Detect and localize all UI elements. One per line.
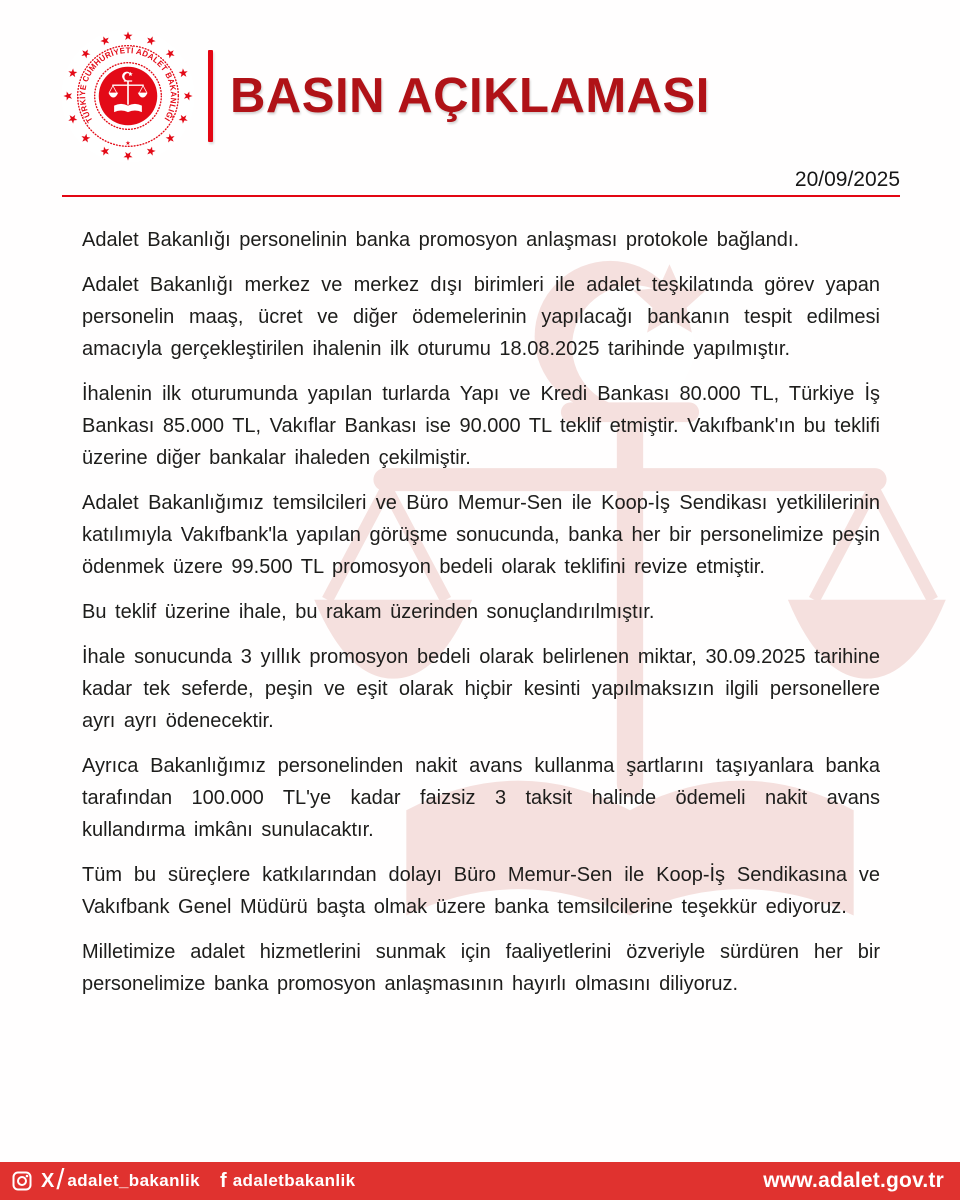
website-suffix: .gov.tr — [879, 1169, 944, 1192]
press-release-paragraph: Ayrıca Bakanlığımız personelinden nakit avans kullanma şartlarını taşıyanlara banka tarafından 100.000 TL'ye kadar faizsiz 3 taksit halinde ödemeli nakit avans kullandırma imkânı sunulacaktır. — [82, 755, 880, 841]
website-prefix: www. — [763, 1169, 819, 1192]
website-domain: adalet — [818, 1169, 880, 1192]
press-release-paragraph: İhale sonucunda 3 yıllık promosyon bedeli olarak belirlenen miktar, 30.09.2025 tarihine kadar tek seferde, peşin ve eşit olarak hiçbir kesinti yapılmaksızın ilgili personellere ayrı ayrı ödenecektir. — [82, 646, 880, 732]
instagram-icon — [12, 1171, 32, 1191]
x-handle-label: adalet_bakanlik — [67, 1171, 201, 1190]
header — [0, 0, 960, 164]
press-release-paragraph: İhalenin ilk oturumunda yapılan turlarda Yapı ve Kredi Bankası 80.000 TL, Türkiye İş Bankası 85.000 TL, Vakıflar Bankası ise 90.000 TL teklif etmiştir. Vakıfbank'ın bu teklifi üzerine diğer bankalar ihaleden çekilmiştir. — [82, 383, 881, 469]
press-release-paragraph: Adalet Bakanlığımız temsilcileri ve Büro Memur-Sen ile Koop-İş Sendikası yetkililerinin katılımıyla Vakıfbank'la yapılan görüşme sonucunda, banka her bir personelimize peşin ödenmek üzere 99.500 TL promosyon bedeli olarak teklifini revize etmiştir. — [82, 492, 880, 578]
x-twitter-icon: X — [41, 1169, 55, 1192]
page-title: BASIN AÇIKLAMASI — [230, 69, 710, 123]
facebook-handle-label: adaletbakanlik — [232, 1171, 356, 1190]
star-separator-icon: ★ — [125, 139, 131, 147]
press-release-paragraph: Adalet Bakanlığı merkez ve merkez dışı birimleri ile adalet teşkilatında görev yapan personelin maaş, ücret ve diğer ödemelerinin yapılacağı bankanın tespit edilmesi amacıyla gerçekleştirilen ihalenin ilk oturumu 18.08.2025 tarihinde yapılmıştır. — [82, 274, 880, 360]
date-label: 20/09/2025 — [794, 168, 900, 191]
press-release-paragraph: Milletimize adalet hizmetlerini sunmak için faaliyetlerini özveriyle sürdüren her bir personelimize banka promosyon anlaşmasının hayırlı olmasını diliyoruz. — [82, 941, 880, 995]
facebook-icon: f — [220, 1169, 227, 1192]
ministry-seal-icon — [60, 28, 196, 164]
social-handles — [12, 1163, 356, 1196]
press-release-paragraph: Adalet Bakanlığı personelinin banka promosyon anlaşması protokole bağlandı. — [82, 229, 799, 251]
press-release-paragraph: Tüm bu süreçlere katkılarından dolayı Büro Memur-Sen ile Koop-İş Sendikasına ve Vakıfbank Genel Müdürü başta olmak üzere banka temsilcilerine teşekkür ediyoruz. — [82, 864, 880, 918]
header-rule — [62, 195, 900, 197]
handle-separator: / — [56, 1163, 65, 1196]
website-label — [763, 1169, 944, 1193]
press-release-paragraph: Bu teklif üzerine ihale, bu rakam üzerinden sonuçlandırılmıştır. — [82, 601, 655, 623]
header-divider-bar — [208, 50, 213, 142]
footer-bar — [0, 1162, 960, 1200]
press-release-body — [82, 224, 880, 1000]
seal-circular-text: TÜRKİYE CUMHURİYETİ ADALET BAKANLIĞI — [78, 46, 178, 125]
